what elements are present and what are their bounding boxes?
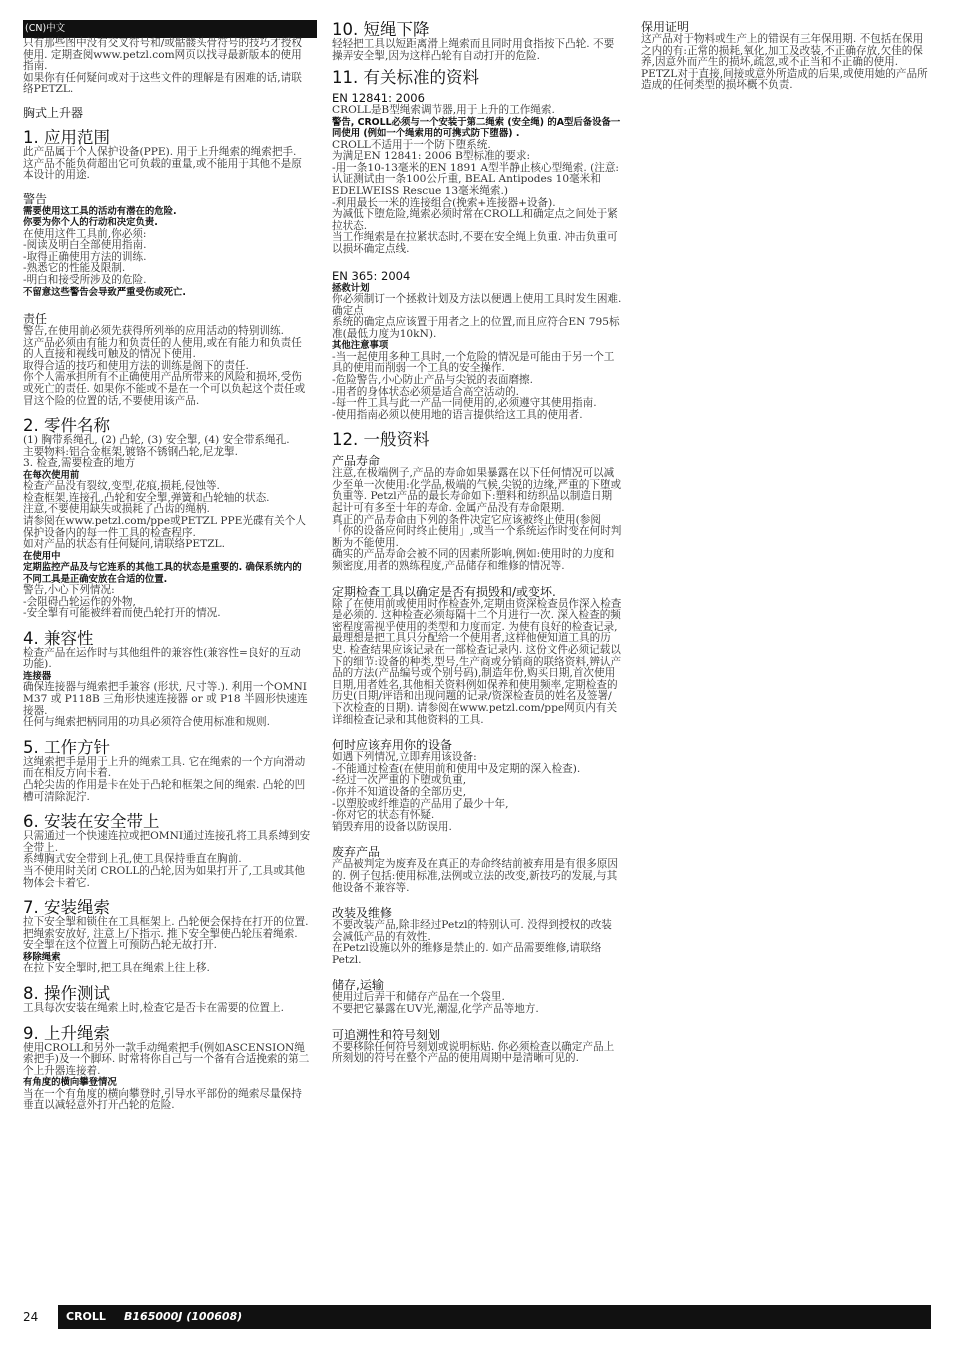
obsolescence-body: 产品被判定为废弃及在真正的寿命终结前被弃用是有很多原因的. 例子包括:使用标准,法例或立法的改变,新技巧的发展,与其他设备不兼容等. bbox=[332, 858, 619, 894]
modification-title: 改装及维修 bbox=[332, 906, 393, 921]
section-2-body-1: (1) 胸带系绳孔, (2) 凸轮, (3) 安全掣, (4) 安全带系绳孔. 主要物料:铝合金框架,镀铬不锈钢凸轮,尼龙掣. 3. 检查,需要检查的地方 bbox=[23, 434, 290, 470]
guarantee-title: 保用证明 bbox=[641, 20, 690, 34]
section-4-bold-1: 连接器 bbox=[23, 671, 52, 683]
section-11-title: 11. 有关标准的资料 bbox=[332, 68, 479, 88]
section-2-bold-2: 在使用中 bbox=[23, 550, 61, 562]
section-5-body: 这绳索把手是用于上升的绳索工具. 它在绳索的一个方向滑动而在相反方向卡着. 凸轮尖齿的作用是卡在处于凸轮和框架之间的绳索. 凸轮的凹槽可清除泥泞. bbox=[23, 755, 306, 803]
section-2-title: 2. 零件名称 bbox=[23, 416, 110, 436]
warning-bold-1: 需要使用这工具的活动有潜在的危险. 你要为你个人的行动和决定负责. bbox=[23, 205, 177, 229]
section-2-body-2: 检查产品没有裂纹,变型,花痕,损耗,侵蚀等. 检查框架,连接孔,凸轮和安全掣,弹簧和凸轮轴的状态. 注意,不要使用缺失或损耗了凸齿的绳柄. 请参阅在www.petzl.com/ppe或PETZL PPE光碟有关个人保护设备内的每一件工具的检查程序. 如对产品的状态有任何疑问,请联络PETZL. bbox=[23, 480, 306, 551]
page-footer bbox=[23, 1305, 931, 1329]
column-3 bbox=[641, 20, 931, 92]
column-1 bbox=[23, 20, 311, 1112]
section-9-bold-1: 有角度的横向攀登情况 bbox=[23, 1077, 117, 1089]
warning-bold-2: 不留意这些警告会导致严重受伤或死亡. bbox=[23, 286, 186, 298]
language-label: (CN)中文 bbox=[23, 20, 317, 38]
standard-en12841: EN 12841: 2006 bbox=[332, 91, 425, 106]
section-7-bold-1: 移除绳索 bbox=[23, 951, 61, 963]
section-7-title: 7. 安装绳索 bbox=[23, 898, 110, 918]
rescue-plan-title: 拯救计划 bbox=[332, 282, 370, 294]
page-number: 24 bbox=[23, 1310, 39, 1324]
storage-body: 使用过后弄干和储存产品在一个袋里. 不要把它暴露在UV光,潮湿,化学产品等地方. bbox=[332, 991, 539, 1016]
column-2 bbox=[332, 20, 622, 1065]
footer-product-name: CROLL bbox=[66, 1310, 106, 1323]
section-4-body-1: 检查产品在运作时与其他组件的兼容性(兼容性=良好的互动功能). bbox=[23, 646, 301, 671]
section-10-body: 轻轻把工具以短距离滑上绳索而且同时用食指按下凸轮. 不要操弄安全掣,因为这样凸轮有自动打开的危险. bbox=[332, 38, 615, 62]
section-8-title: 8. 操作测试 bbox=[23, 983, 110, 1003]
inspection-body: 除了在使用前或使用时作检查外,定期由资深检查员作深入检查是必须的. 这种检查必须每隔十二个月进行一次. 深入检查的频密程度需视乎使用的类型和力度而定. 为使有良好的检查记录,最理想是把工具只分配给一个使用者,这样他便知道工具的历史. 检查结果应该记录在一部检查记录内. 这份文件必须记载以下的细节:设备的种类,型号,生产商或分销商的联络资料,辨认产品的方法(产品编号或个别号码),制造年份,购买日期,首次使用日期,用者姓名,其他相关资料例如保养和使用频率,定期检查的历史(日期/评语和出现问题的记录/资深检查员的姓名及签署/下次检查的日期). 请参阅在www.petzl.com/ppe网页内有关详细检查记录和其他资料的工具. bbox=[332, 597, 622, 726]
section-4-title: 4. 兼容性 bbox=[23, 628, 94, 648]
section-2-bold-3: 定期监控产品及与它连系的其他工具的状态是重要的. 确保系统内的不同工具是正确安放在合适的位置. bbox=[23, 562, 302, 585]
modification-body: 不要改装产品,除非经过Petzl的特别认可. 没得到授权的改装会减低产品的有效性. 在Petzl设施以外的维修是禁止的. 如产品需要维修,请联络Petzl. bbox=[332, 919, 612, 966]
footer-reference: B165000J (100608) bbox=[124, 1310, 243, 1323]
section-1-title: 1. 应用范围 bbox=[23, 127, 110, 147]
other-notes-title: 其他注意事项 bbox=[332, 340, 389, 352]
traceability-body: 不要移除任何符号刻划或说明标贴. 你必须检查以确定产品上所刻划的符号在整个产品的使用周期中是清晰可见的. bbox=[332, 1040, 615, 1065]
warning-title: 警告 bbox=[23, 191, 48, 206]
footer-bar bbox=[58, 1305, 931, 1329]
section-7-body-2: 在拉下安全掣时,把工具在绳索上往上移. bbox=[23, 962, 210, 975]
section-2-bold-1: 在每次使用前 bbox=[23, 469, 80, 481]
storage-title: 储存,运输 bbox=[332, 978, 384, 993]
section-9-body-1: 使用CROLL和另外一款手动绳索把手(例如ASCENSION绳索把手)及一个脚环. 时常将你自己与一个备有合适挽索的第二个上升器连接着. bbox=[23, 1041, 310, 1077]
retire-title: 何时应该弃用你的设备 bbox=[332, 738, 453, 753]
retire-body: 如遇下列情况,立即弃用该设备: -不能通过检查(在使用前和使用中及定期的深入检查). -经过一次严重的下堕或负重, -你并不知道设备的全部历史, -以塑胶或纤维造的产品用了最少十年, -你对它的状态有怀疑. 销毁弃用的设备以防误用. bbox=[332, 751, 581, 833]
section-4-body-2: 确保连接器与绳索把手兼容 (形状, 尺寸等.). 利用一个OMNI M37 或 P118B 三角形快速连接器 or 或 P18 半圆形快速连接器. 任何与绳索把柄同用的功具必须符合使用标准和规则. bbox=[23, 681, 308, 729]
section-9-title: 9. 上升绳索 bbox=[23, 1023, 110, 1043]
section-8-body: 工具每次安装在绳索上时,检查它是否卡在需要的位置上. bbox=[23, 1001, 284, 1014]
standard-en12841-body-1: CROLL是B型绳索调节器,用于上升的工作绳索. bbox=[332, 104, 555, 117]
responsibility-body: 警告,在使用前必须先获得所列举的应用活动的特别训练. 这产品必须由有能力和负责任的人使用,或在有能力和负责任的人直接和视线可触及的情况下使用. 取得合适的技巧和使用方法的训练是阁下的责任. 你个人需承担所有不正确使用产品所带来的风险和损坏,受伤或死亡的责任. 如果你不能或不是在一个可以负起这个责任或冒这个险的位置的话,不要使用该产品. bbox=[23, 324, 306, 407]
product-life-body: 注意,在极端例子,产品的寿命如果暴露在以下任何情况可以减少至单一次使用:化学品,极端的气候,尖锐的边缘,严重的下堕或负重等. Petzl产品的最长寿命如下:塑料和纺织品以制造日期起计可有多至十年的寿命. 金属产品没有寿命限期. 真正的产品寿命由下列的条件决定它应该被终止使用(参阅「你的设备应何时终止使用」,或当一个系统运作时变在何时判断为不能使用. 确实的产品寿命会被不同的因素所影响,例如:使用时的力度和频密度,用者的熟练程度,产品储存和维修的情况等. bbox=[332, 467, 622, 573]
section-6-body: 只需通过一个快速连拉或把OMNI通过连接孔将工具系缚到安全带上. 系缚胸式安全带到上孔,使工具保持垂直在胸前. 当不使用时关闭 CROLL的凸轮,因为如果打开了,工具或其他物体会卡着它. bbox=[23, 830, 311, 889]
section-6-title: 6. 安装在安全带上 bbox=[23, 812, 160, 832]
standard-en365: EN 365: 2004 bbox=[332, 268, 411, 283]
section-7-body-1: 拉下安全掣和锁住在工具框架上. 凸轮便会保持在打开的位置. 把绳索安放好, 注意上/下指示. 推下安全掣使凸轮压着绳索. 安全掣在这个位置上可预防凸轮无故打开. bbox=[23, 916, 309, 952]
section-10-title: 10. 短绳下降 bbox=[332, 20, 430, 39]
intro-text: 只有那些图中没有交叉符号和/或骷髅头骨符号的技巧才授权使用. 定期查阅www.petzl.com网页以找寻最新版本的使用指南. 如果你有任何疑问或对于这些文件的理解是有困难的话,请联络PETZL. bbox=[23, 37, 303, 96]
warning-body: 在使用这件工具前,你必须: -阅读及明白全部使用指南. -取得正确使用方法的训练. -熟悉它的性能及限制. -明白和接受所涉及的危险. bbox=[23, 227, 147, 286]
section-1-body: 此产品属于个人保护设备(PPE). 用于上升绳索的绳索把手. 这产品不能负荷超出它可负载的重量,或不能用于其他不是原本设计的用途. bbox=[23, 145, 302, 182]
section-5-title: 5. 工作方针 bbox=[23, 737, 110, 757]
product-life-title: 产品寿命 bbox=[332, 454, 381, 469]
guarantee-body: 这产品对于物料或生产上的错误有三年保用期. 不包括在保用之内的有:正常的损耗,氧化,加工及改装,不正确存放,欠佳的保养,因意外而产生的损坏,疏忽,或不正当和不正确的使用. PETZL对于直接,间接或意外所造成的后果,或使用她的产品所造成的任何类型的损坏概不负责. bbox=[641, 33, 928, 92]
section-12-title: 12. 一般资料 bbox=[332, 430, 430, 450]
standard-en12841-warning: 警告, CROLL必须与一个安装于第二绳索 (安全绳) 的A型后备设备一同使用 (例如一个绳索用的可携式防下堕器) . bbox=[332, 116, 621, 140]
obsolescence-title: 废弃产品 bbox=[332, 845, 381, 860]
product-type: 胸式上升器 bbox=[23, 105, 84, 120]
standard-en365-body-1: 你必须制订一个拯救计划及方法以便遇上使用工具时发生困难. 确定点 系统的确定点应该置于用者之上的位置,而且应符合EN 795标准(最低力度为10kN). bbox=[332, 292, 622, 340]
responsibility-title: 责任 bbox=[23, 311, 48, 326]
standard-en365-body-2: -当一起使用多种工具时,一个危险的情况是可能由于另一个工具的使用而削弱一个工具的安全操作. -危险警告,小心防止产品与尖锐的表面磨擦. -用者的身体状态必须是适合高空活动的. -每一件工具与此一产品一同使用的,必须遵守其使用指南. -使用指南必须以使用地的语言提供给这工具的使用者. bbox=[332, 350, 615, 421]
traceability-title: 可追溯性和符号刻划 bbox=[332, 1027, 441, 1042]
section-2-body-3: 警告,小心下列情况: -会阻碍凸轮运作的外物, -安全掣有可能被绊着而使凸轮打开的情况. bbox=[23, 584, 221, 620]
section-9-body-2: 当在一个有角度的横向攀登时,引导水平部份的绳索尽量保持垂直以减轻意外打开凸轮的危险. bbox=[23, 1087, 302, 1112]
inspection-title: 定期检查工具以确定是否有损毁和/或变坏. bbox=[332, 584, 556, 599]
standard-en12841-body-2: CROLL不适用于一个防下堕系统. 为满足EN 12841: 2006 B型标准的要求: -用一条10-13毫米的EN 1891 A型半静止核心型绳索. (注意: 认证测试由一条100公斤重, BEAL Antipodes 10毫米和EDELWEISS Rescue 13毫米绳索.) -利用最长一米的连接组合(挽索+连接器+设备). 为减低下堕危险,绳索必须时常在CROLL和确定点之间处于紧拉状态. 当工作绳索是在拉紧状态时,不要在安全绳上负重. 冲击负重可以损坏确定点线. bbox=[332, 138, 619, 255]
